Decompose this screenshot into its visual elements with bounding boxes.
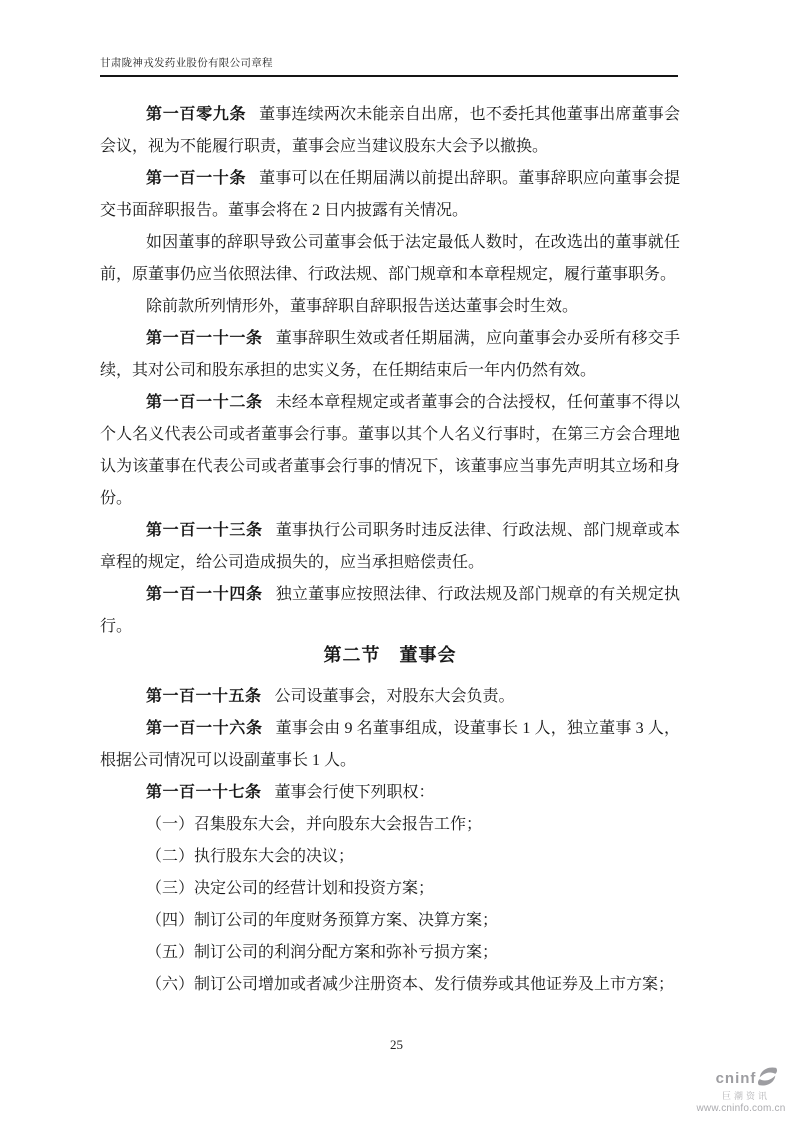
paragraph: （三）决定公司的经营计划和投资方案；: [146, 880, 435, 897]
article-number: 第一百一十四条: [146, 586, 263, 603]
article-number: 第一百一十六条: [146, 720, 263, 737]
paragraph: 第一百一十一条 董事辞职生效或者任期届满，应向董事会办妥所有移交手续，其对公司和股东承担的忠实义务，在任期结束后一年内仍然有效。: [100, 330, 680, 379]
article-number: 第一百一十三条: [146, 522, 263, 539]
paragraph: 第一百一十七条 董事会行使下列职权：: [146, 784, 435, 801]
article-number: 第一百一十条: [146, 170, 247, 187]
article-number: 第一百一十一条: [146, 330, 263, 347]
section-heading: 第二节 董事会: [323, 645, 457, 665]
paragraph: 除前款所列情形外，董事辞职自辞职报告送达董事会时生效。: [146, 298, 579, 315]
page-number: 25: [390, 1037, 403, 1052]
paragraph: 第一百一十条 董事可以在任期届满以前提出辞职。董事辞职应向董事会提交书面辞职报告。董事会将在 2 日内披露有关情况。: [100, 170, 680, 219]
article-number: 第一百零九条: [146, 106, 247, 123]
page-header: [100, 55, 678, 77]
paragraph: 第一百一十五条 公司设董事会，对股东大会负责。: [146, 688, 515, 705]
paragraph: 第一百一十六条 董事会由 9 名董事组成，设董事长 1 人，独立董事 3 人，根据公司情况可以设副董事长 1 人。: [100, 720, 680, 769]
cninfo-watermark: [693, 1067, 789, 1114]
paragraph: （四）制订公司的年度财务预算方案、决算方案；: [146, 912, 499, 929]
cninfo-swirl-icon: [757, 1067, 778, 1091]
cninfo-brand-text: cninf: [715, 1069, 757, 1087]
header-title: 甘肃陇神戎发药业股份有限公司章程: [100, 58, 273, 69]
paragraph: 第一百一十三条 董事执行公司职务时违反法律、行政法规、部门规章或本章程的规定，给公司造成损失的，应当承担赔偿责任。: [100, 522, 680, 571]
cninfo-brand-row: [693, 1067, 789, 1091]
paragraph: （六）制订公司增加或者减少注册资本、发行债券或其他证券及上市方案；: [146, 976, 675, 993]
cninfo-chinese-name: 巨潮资讯: [721, 1090, 770, 1101]
paragraph: 如因董事的辞职导致公司董事会低于法定最低人数时，在改选出的董事就任前，原董事仍应当依照法律、行政法规、部门规章和本章程规定，履行董事职务。: [100, 234, 680, 283]
article-number: 第一百一十七条: [146, 784, 262, 801]
paragraph: 第一百零九条 董事连续两次未能亲自出席，也不委托其他董事出席董事会会议，视为不能履行职责，董事会应当建议股东大会予以撤换。: [100, 106, 680, 155]
cninfo-site-url: www.cninfo.com.cn: [696, 1103, 786, 1115]
paragraph: 第一百一十二条 未经本章程规定或者董事会的合法授权，任何董事不得以个人名义代表公司或者董事会行事。董事以其个人名义行事时，在第三方会合理地认为该董事在代表公司或者董事会行事的情况下，该董事应当事先声明其立场和身份。: [100, 394, 680, 507]
paragraph: （五）制订公司的利润分配方案和弥补亏损方案；: [146, 944, 499, 961]
article-number: 第一百一十二条: [146, 394, 263, 411]
document-body: [100, 99, 680, 1001]
paragraph: （一）召集股东大会，并向股东大会报告工作；: [146, 816, 483, 833]
article-number: 第一百一十五条: [146, 688, 262, 705]
paragraph: 第一百一十四条 独立董事应按照法律、行政法规及部门规章的有关规定执行。: [100, 586, 680, 635]
paragraph: （二）执行股东大会的决议；: [146, 848, 355, 865]
